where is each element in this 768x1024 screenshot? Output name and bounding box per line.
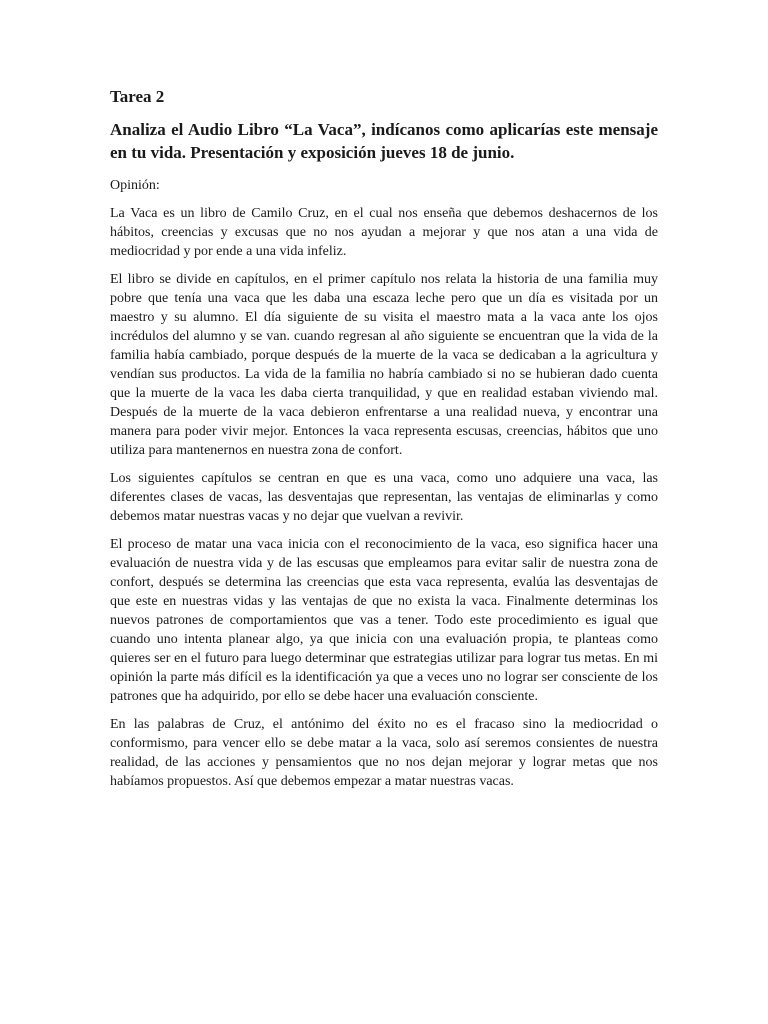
paragraph-process: El proceso de matar una vaca inicia con el reconocimiento de la vaca, eso significa hacer una evaluación de nuestra vida y de las escusas que empleamos para evitar salir de nuestra zona de confort, después se determina las creencias que esta vaca representa, evalúa las desventajas de que este en nuestras vidas y las ventajas de que no exista la vaca. Finalmente determinas los nuevos patrones de comportamientos que vas a tener. Todo este procedimiento es igual que cuando uno intenta planear algo, ya que inicia con una evaluación propia, te planteas como quieres ser en el futuro para luego determinar que estrategias utilizar para lograr tus metas. En mi opinión la parte más difícil es la identificación ya que a veces uno no lograr ser consciente de los patrones que ha adquirido, por ello se debe hacer una evaluación consciente. (110, 537, 658, 704)
document-page (110, 86, 658, 800)
task-heading: Analiza el Audio Libro “La Vaca”, indícanos como aplicarías este mensaje en tu vida. Presentación y exposición jueves 18 de junio. (110, 120, 658, 162)
paragraph-chapters: Los siguientes capítulos se centran en que es una vaca, como uno adquiere una vaca, las diferentes clases de vacas, las desventajas que representan, las ventajas de eliminarlas y como debemos matar nuestras vacas y no dejar que vuelvan a revivir. (110, 471, 658, 524)
paragraph-story: El libro se divide en capítulos, en el primer capítulo nos relata la historia de una familia muy pobre que tenía una vaca que les daba una escaza leche pero que un día es visitada por un maestro y su alumno. El día siguiente de su visita el maestro mata a la vaca ante los ojos incrédulos del alumno y se van. cuando regresan al año siguiente se encuentran que la vida de la familia había cambiado, porque después de la muerte de la vaca se dedicaban a la agricultura y vendían sus productos. La vida de la familia no habría cambiado si no se hubieran dado cuenta que la muerte de la vaca les daba cierta tranquilidad, y que en realidad estaban viviendo mal. Después de la muerte de la vaca debieron enfrentarse a una realidad nueva, y encontrar una manera para poder vivir mejor. Entonces la vaca representa escusas, creencias, hábitos que uno utiliza para mantenernos en nuestra zona de confort. (110, 272, 658, 458)
opinion-label: Opinión: (110, 178, 160, 193)
paragraph-intro: La Vaca es un libro de Camilo Cruz, en el cual nos enseña que debemos deshacernos de los hábitos, creencias y excusas que no nos ayudan a mejorar y que nos atan a una vida de mediocridad y por ende a una vida infeliz. (110, 206, 658, 259)
task-title: Tarea 2 (110, 87, 165, 106)
paragraph-conclusion: En las palabras de Cruz, el antónimo del éxito no es el fracaso sino la mediocridad o conformismo, para vencer ello se debe matar a la vaca, solo así seremos consientes de nuestra realidad, de las acciones y pensamientos que no nos dejan mejorar y lograr metas que nos habíamos propuestos. Así que debemos empezar a matar nuestras vacas. (110, 717, 658, 789)
